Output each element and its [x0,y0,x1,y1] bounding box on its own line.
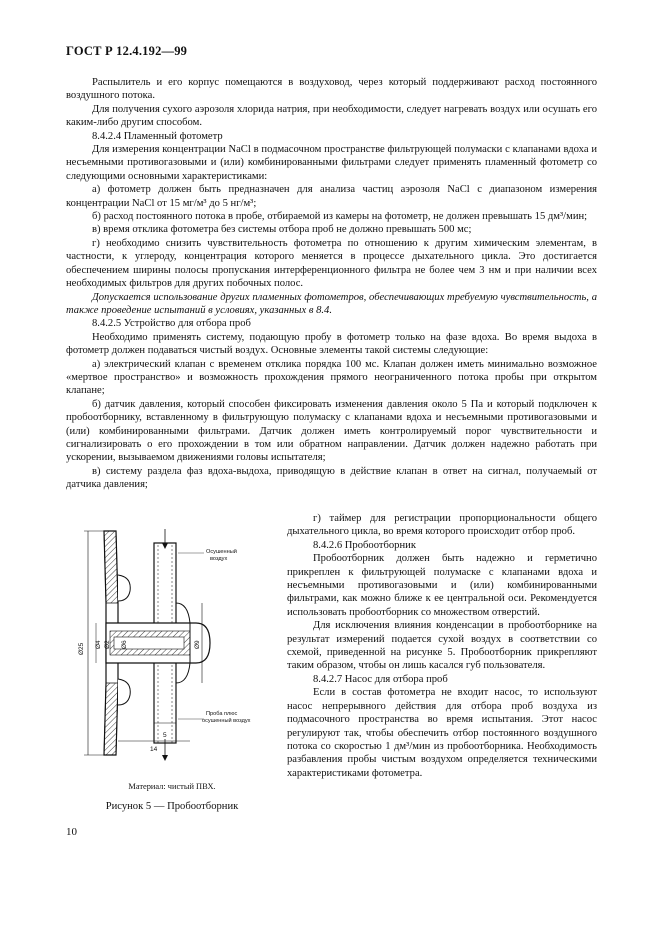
figure-caption: Рисунок 5 — Пробоотборник [105,801,239,812]
paragraph: Для исключения влияния конденсации в пробоотборнике на результат измерений подается сухой воздух в соответствии со схемой, приведенной на рисунке 5. Пробоотборник прикрепляют таким образом, чтобы он лишь касался губ пользователя. [287,620,597,672]
dimension-e: 5 [163,732,167,739]
label-dry-air-line1: Осушенный [206,549,237,555]
dimension-f: 14 [150,746,158,753]
label-sample-line1: Проба плюс [206,711,238,717]
list-item: г) необходимо снизить чувствительность фотометра по отношению к другим химическим элементам, в частности, к углероду, концентрация которого меняется в процессе дыхательного цикла. Это достигается обеспечением ширины полосы пропускания интерференционного фильтра не более чем 3 нм и при наличии всех необходимых фильтров для других побочных полос. [66,237,597,290]
section-heading: 8.4.2.4 Пламенный фотометр [92,130,223,142]
figure-material-note: Материал: чистый ПВХ. [128,782,216,791]
list-item: г) таймер для регистрации пропорциональности общего дыхательного цикла, во время которого происходит отбор проб. [287,513,597,538]
dimension-d: Ø9 [194,640,201,649]
main-text [66,76,597,492]
paragraph: Если в состав фотометра не входит насос, то используют насос непрерывного действия для отбора проб воздуха из подмасочного пространства во время испытания. Этот насос регулируют так, чтобы обеспечить отбор постоянного воздушного потока со скоростью 1 дм³/мин из пробоотборника. Необходимость разбавления пробы чистым воздухом определяется техническими характеристиками фотометра. [287,687,597,779]
sampler-diagram [66,523,278,763]
section-heading: 8.4.2.5 Устройство для отбора проб [92,318,251,330]
page-number: 10 [66,826,77,838]
italic-note: Допускается использование других пламенных фотометров, обеспечивающих требуемую чувствительность, а также проведение испытаний в условиях, указанных в 8.4. [66,291,597,316]
paragraph: Для получения сухого аэрозоля хлорида натрия, при необходимости, следует нагревать воздух или осушать его каким-либо другим способом. [66,103,597,129]
section-heading: 8.4.2.7 Насос для отбора проб [313,673,448,685]
dimension-b: Ø2 [104,640,111,649]
figure-sampler-drawing [66,523,278,763]
paragraph: Для измерения концентрации NaCl в подмасочном пространстве фильтрующей полумаски с клапанами вдоха и несъемными противогазовыми и (или) комбинированными фильтрами следует применять пламенный фотометр со следующими основными характеристиками: [66,144,597,182]
list-item: б) датчик давления, который способен фиксировать изменения давления около 5 Па и который подключен к пробоотборнику, вставленному в фильтрующую полумаску с клапанами вдоха и несъемными противогазовыми и (или) комбинированными фильтрами. Датчик должен иметь контролируемый порог чувствительности и сигнализировать о его прохождении в том или обратном направлении. Датчик должен надежно работать при ускорении, вызываемом движениями головы испытателя; [66,398,597,464]
paragraph: Распылитель и его корпус помещаются в воздуховод, через который поддерживают расход постоянного воздушного потока. [66,77,597,102]
paragraph: Пробоотборник должен быть надежно и герметично прикреплен к фильтрующей полумаске с клапанами вдоха и несъемными противогазовыми и (или) комбинированными фильтрами, как можно ближе к ее центральной оси. Рекомендуется использовать пробоотборник со множеством отверстий. [287,553,597,618]
paragraph: Необходимо применять систему, подающую пробу в фотометр только на фазе вдоха. Во время выдоха в фотометр должен подаваться чистый воздух. Основные элементы такой системы следующие: [66,331,597,357]
list-item: а) электрический клапан с временем отклика порядка 100 мс. Клапан должен иметь минимально возможное «мертвое пространство» и возможность прохождения прямого неограниченного потока пробы при открытом клапане; [66,358,597,397]
document-header: ГОСТ Р 12.4.192—99 [66,44,188,58]
label-sample-line2: осушенный воздух [202,718,251,724]
dimension-overall: Ø25 [78,642,85,655]
list-item: в) время отклика фотометра без системы отбора проб не должно превышать 500 мс; [92,224,472,236]
section-heading: 8.4.2.6 Пробоотборник [313,539,416,551]
list-item: а) фотометр должен быть предназначен для анализа частиц аэрозоля NaCl с диапазоном измерения концентрации NaCl от 15 мг/м³ до 5 нг/м³; [66,184,597,209]
dimension-c: Ø6 [121,640,128,649]
right-column-text [287,512,597,780]
dimension-a: Ø4 [95,640,102,649]
label-dry-air-line2: воздух [210,556,228,562]
list-item: б) расход постоянного потока в пробе, отбираемой из камеры на фотометр, не должен превышать 15 дм³/мин; [92,211,588,223]
list-item: в) систему раздела фаз вдоха-выдоха, приводящую в действие клапан в ответ на сигнал, получаемый от датчика давления; [66,465,597,491]
